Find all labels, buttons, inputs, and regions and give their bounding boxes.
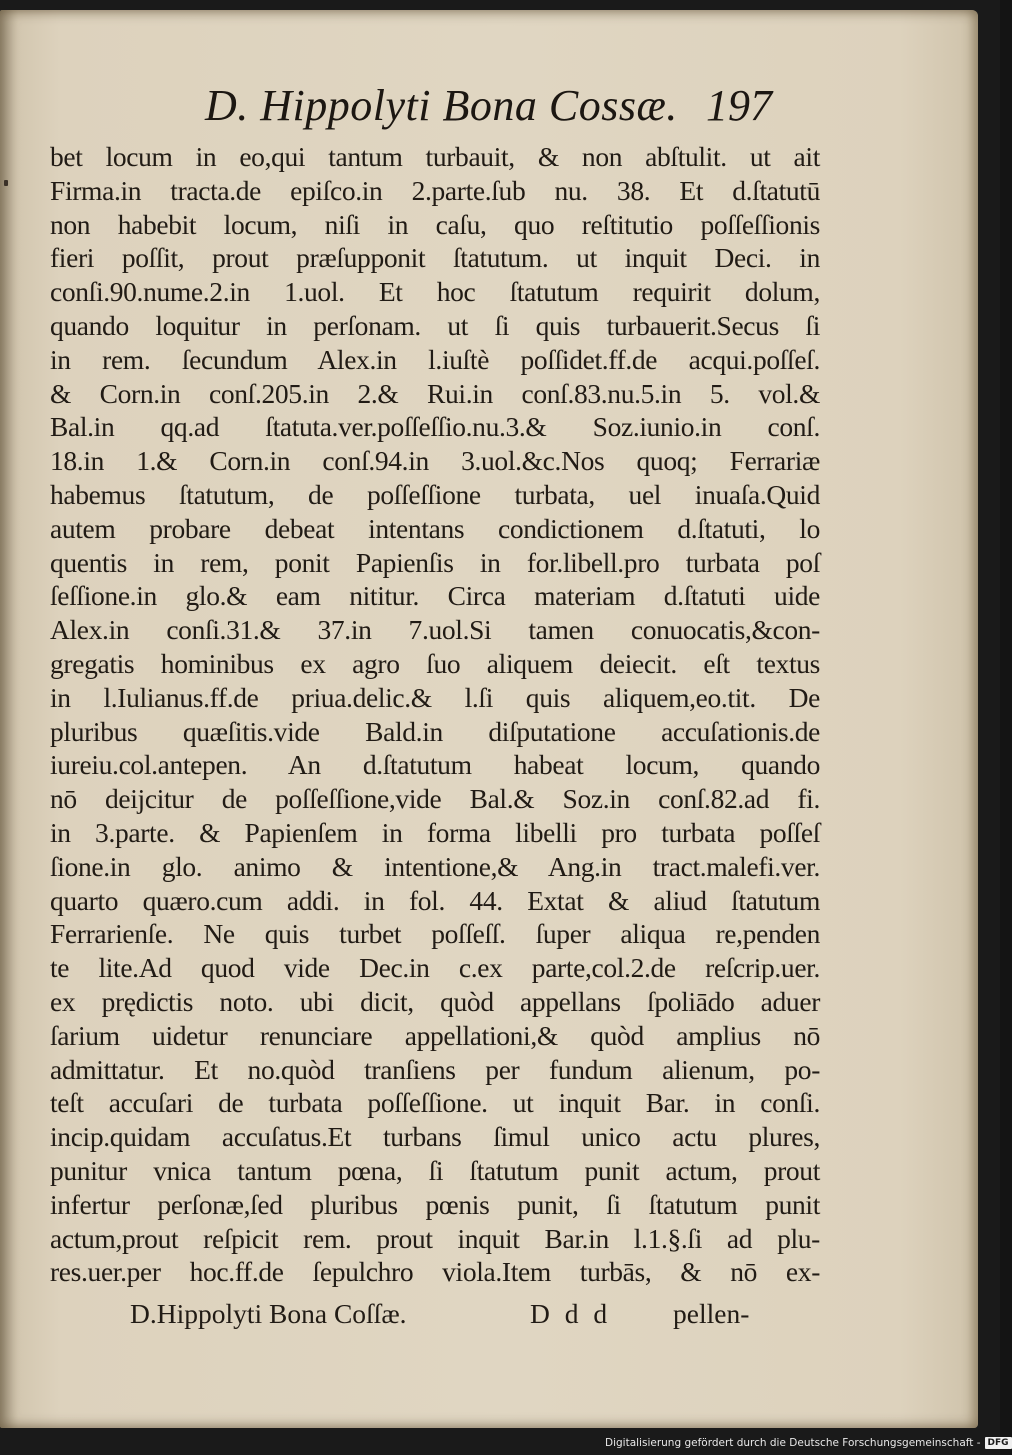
text-line: teſt accuſari de turbata poſſeſſione. ut inquit Bar. in conſi.: [50, 1087, 820, 1119]
text-line: infertur perſonæ,ſed pluribus pœnis punit, ſi ſtatutum punit: [50, 1188, 820, 1220]
text-line: punitur vnica tantum pœna, ſi ſtatutum punit actum, prout: [50, 1154, 820, 1186]
text-line: conſi.90.nume.2.in 1.uol. Et hoc ſtatutum requirit dolum,: [50, 276, 820, 308]
text-line: gregatis hominibus ex agro ſuo aliquem deiecit. eſt textus: [50, 647, 820, 679]
signature-mark: D d d: [530, 1298, 612, 1329]
text-line: ſeſſione.in glo.& eam nititur. Circa materiam d.ſtatuti uide: [50, 580, 820, 612]
funding-text: Digitalisierung gefördert durch die Deutsche Forschungsgemeinschaft -: [605, 1437, 981, 1449]
text-line: bet locum in eo,qui tantum turbauit, & non abſtulit. ut ait: [50, 141, 820, 172]
text-line: ex prędictis noto. ubi dicit, quòd appellans ſpoliādo aduer: [50, 985, 820, 1017]
text-line: quando loquitur in perſonam. ut ſi quis turbauerit.Secus ſi: [50, 309, 820, 341]
text-line: Alex.in conſi.31.& 37.in 7.uol.Si tamen conuocatis,&con-: [50, 614, 820, 646]
text-line: Ferrarienſe. Ne quis turbet poſſeſſ. ſuper aliqua re,penden: [50, 918, 820, 950]
body-text: [50, 140, 820, 1289]
dfg-logo: DFG: [985, 1437, 1012, 1449]
text-line: te lite.Ad quod vide Dec.in c.ex parte,col.2.de reſcrip.uer.: [50, 952, 820, 984]
funding-notice: [605, 1434, 1012, 1452]
text-line: nō deijcitur de poſſeſſione,vide Bal.& Soz.in conſ.82.ad fi.: [50, 783, 820, 815]
signature-line: D.Hippolyti Bona Coſſæ.: [130, 1298, 407, 1329]
text-line: & Corn.in conſ.205.in 2.& Rui.in conſ.83.nu.5.in 5. vol.&: [50, 377, 820, 409]
text-line: res.uer.per hoc.ff.de ſepulchro viola.Item turbās, & nō ex-: [50, 1256, 820, 1288]
gutter-mark: [4, 180, 8, 186]
book-page: [0, 10, 978, 1428]
page-number: 197: [706, 81, 772, 130]
text-line: pluribus quæſitis.vide Bald.in diſputatione accuſationis.de: [50, 715, 820, 747]
text-line: actum,prout reſpicit rem. prout inquit Bar.in l.1.§.ſi ad plu-: [50, 1222, 820, 1254]
catchword: pellen-: [673, 1298, 750, 1329]
running-head: D. Hippolyti Bona Cossæ.: [205, 81, 678, 130]
text-line: 18.in 1.& Corn.in conſ.94.in 3.uol.&c.Nos quoq; Ferrariæ: [50, 445, 820, 477]
text-line: non habebit locum, niſi in caſu, quo reſtitutio poſſeſſionis: [50, 208, 820, 240]
text-line: Bal.in qq.ad ſtatuta.ver.poſſeſſio.nu.3.& Soz.iunio.in conſ.: [50, 411, 820, 443]
text-line: incip.quidam accuſatus.Et turbans ſimul unico actu plures,: [50, 1121, 820, 1153]
text-line: in 3.parte. & Papienſem in forma libelli pro turbata poſſeſ: [50, 816, 820, 848]
text-line: fieri poſſit, prout præſupponit ſtatutum. ut inquit Deci. in: [50, 242, 820, 274]
text-line: habemus ſtatutum, de poſſeſſione turbata, uel inuaſa.Quid: [50, 478, 820, 510]
text-line: autem probare debeat intentans condictionem d.ſtatuti, lo: [50, 512, 820, 544]
text-line: Firma.in tracta.de epiſco.in 2.parte.ſub nu. 38. Et d.ſtatutū: [50, 174, 820, 206]
text-line: admittatur. Et no.quòd tranſiens per fundum alienum, po-: [50, 1053, 820, 1085]
page-footer: [0, 1298, 978, 1338]
text-line: ſione.in glo. animo & intentione,& Ang.in tract.malefi.ver.: [50, 850, 820, 882]
page-header: [0, 76, 978, 146]
text-line: quarto quæro.cum addi. in fol. 44. Extat & aliud ſtatutum: [50, 884, 820, 916]
text-line: in l.Iulianus.ff.de priua.delic.& l.ſi quis aliquem,eo.tit. De: [50, 681, 820, 713]
text-line: ſarium uidetur renunciare appellationi,& quòd amplius nō: [50, 1019, 820, 1051]
text-line: iureiu.col.antepen. An d.ſtatutum habeat locum, quando: [50, 749, 820, 781]
text-line: quentis in rem, ponit Papienſis in for.libell.pro turbata poſ: [50, 546, 820, 578]
text-line: in rem. ſecundum Alex.in l.iuſtè poſſidet.ff.de acqui.poſſeſ.: [50, 343, 820, 375]
